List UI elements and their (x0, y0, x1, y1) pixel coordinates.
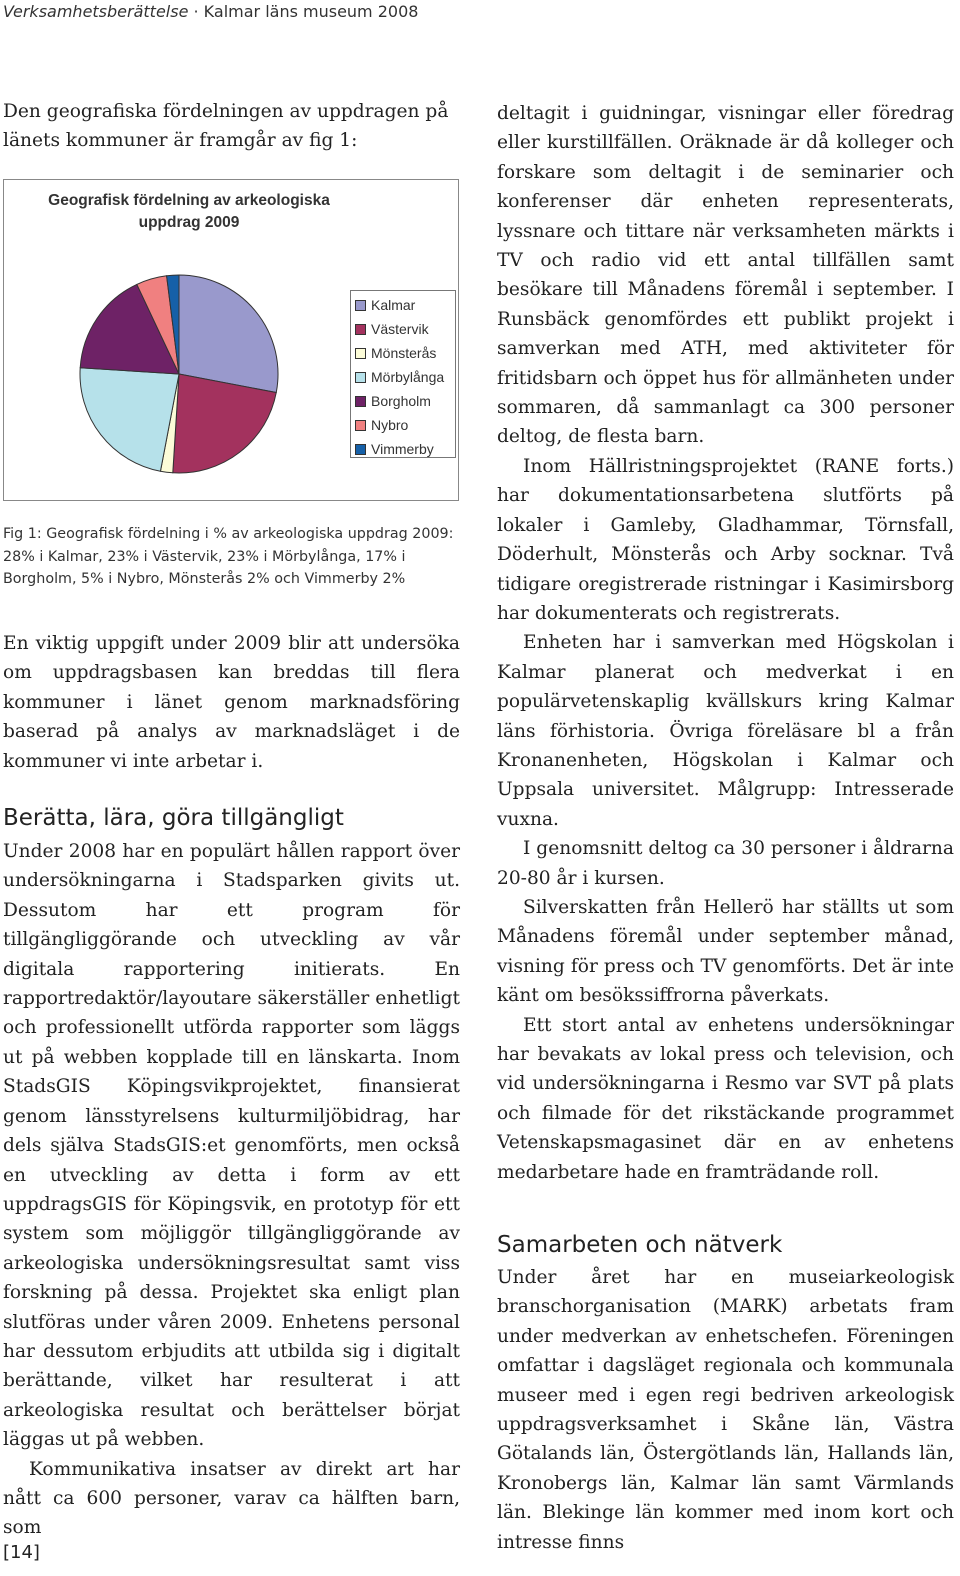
paragraph-course-attendance: I genomsnitt deltog ca 30 personer i åldrarna 20-80 år i kursen. (497, 838, 954, 889)
header-rest: · Kalmar läns museum 2008 (188, 2, 419, 21)
pie-chart-figure (3, 179, 459, 501)
legend-entry-kalmar (355, 293, 455, 317)
legend-label: Mörbylånga (371, 369, 445, 385)
header-italic: Verksamhetsberättelse (3, 2, 189, 21)
legend-entry-vimmerby (355, 437, 455, 461)
chart-title-line-2: uppdrag 2009 (138, 214, 240, 231)
running-header (3, 2, 418, 21)
paragraph-evening-course: Enheten har i samverkan med Högskolan i Kalmar planerat och medverkat i en populärvetenskaplig kvällskurs kring Kalmar läns förhistoria. Övriga föreläsare bl a från Kronanenheten, Högskolan i Kalmar och Uppsala universitet. Målgrupp: Intresserade vuxna. (497, 632, 954, 830)
legend-entry-mönsterås (355, 341, 455, 365)
paragraph-mark-organisation: Under året har en museiarkeologisk branschorganisation (MARK) arbetats fram under medverkan av enhetschefen. Föreningen omfattar i dagsläget regionala och kommunala museer med i egen regi bedriven arkeologisk uppdragsverksamhet i Skåne län, Västra Götalands län, Östergötlands län, Hallands län, Kronobergs län, Kalmar län samt Värmlands län. Blekinge län kommer med inom kort och intresse finns (497, 1267, 954, 1553)
legend-label: Västervik (371, 321, 429, 337)
chart-legend (350, 290, 456, 458)
section-heading-berätta: Berätta, lära, göra tillgängligt (3, 805, 344, 832)
legend-label: Borgholm (371, 393, 431, 409)
pie-chart (4, 180, 344, 502)
legend-label: Vimmerby (371, 441, 434, 457)
pie-slice-kalmar (179, 275, 278, 393)
figure-caption: Fig 1: Geografisk fördelning i % av arkeologiska uppdrag 2009: 28% i Kalmar, 23% i Västervik, 23% i Mörbylånga, 17% i Borgholm, 5% i Nybro, Mönsterås 2% och Vimmerby 2% (3, 526, 454, 587)
legend-label: Nybro (371, 417, 409, 433)
legend-swatch (355, 396, 366, 407)
legend-entry-nybro (355, 413, 455, 437)
paragraph-plans-2009: En viktig uppgift under 2009 blir att undersöka om uppdragsbasen kan breddas till flera kommuner i länet genom marknadsföring baserad på analys av marknadsläget i de kommuner vi inte arbetar i. (3, 633, 460, 772)
right-column (497, 99, 954, 1557)
left-column (3, 97, 463, 156)
paragraph-silver-hoard: Silverskatten från Hellerö har ställts ut som Månadens föremål under september månad, visning för press och TV genomförts. Det är inte känt om besökssiffrorna påverkats. (497, 896, 954, 1007)
paragraph-rock-carvings: Inom Hällristningsprojektet (RANE forts.) har dokumentationsarbetena slutförts på lokaler i Gamleby, Gladhammar, Törnsfall, Döderhult, Mönsterås och Arby socknar. Två tidigare oregistrerade ristningar i Kasimirsborg har dokumenterats och registrerats. (497, 455, 954, 624)
legend-label: Mönsterås (371, 345, 437, 361)
legend-swatch (355, 324, 366, 335)
left-body (3, 629, 460, 1543)
legend-label: Kalmar (371, 297, 416, 313)
legend-swatch (355, 372, 366, 383)
legend-swatch (355, 444, 366, 455)
figure-caption-block (3, 523, 459, 591)
paragraph-communication: Kommunikativa insatser av direkt art har nått ca 600 personer, varav ca hälften barn, som (3, 1458, 460, 1539)
chart-title-line-1: Geografisk fördelning av arkeologiska (48, 192, 330, 209)
section-heading-samarbeten: Samarbeten och nätverk (497, 1232, 783, 1259)
paragraph-guided-tours: deltagit i guidningar, visningar eller föredrag eller kurstillfällen. Oräknade är då kolleger och forskare som deltagit i de seminarier och konferenser där enheten representerats, lyssnare och tittare när verksamheten märkts i TV och radio vid ett antal tillfällen samt besökare till Månadens föremål i september. I Runsbäck genomfördes ett publikt projekt i samverkan med ATH, med aktiviteter för fritidsbarn och öppet hus för allmänheten under sommaren, då sammanlagt ca 300 personer deltog, de flesta barn. (497, 103, 954, 448)
legend-entry-västervik (355, 317, 455, 341)
intro-paragraph: Den geografiska fördelningen av uppdragen på länets kommuner är framgår av fig 1: (3, 101, 449, 152)
legend-swatch (355, 420, 366, 431)
paragraph-report-2008: Under 2008 har en populärt hållen rapport över undersökningarna i Stadsparken givits ut. Dessutom har ett program för tillgängliggörande och utveckling av vår digitala rapportering initierats. En rapportredaktör/layoutare säkerställer enhetligt och professionellt utförda rapporter som läggs ut på webben kopplade till en länskarta. Inom StadsGIS Köpingsvikprojektet, finansierat genom länsstyrelsens kulturmiljöbidrag, har dels själva StadsGIS:et genomförts, men också en utveckling av detta i form av ett uppdragsGIS för Köpingsvik, en prototyp för ett system som möjliggör tillgängliggörande av arkeologiska undersökningsresultat samt viss forskning på dessa. Projektet ska enligt plan slutföras under våren 2009. Enhetens personal har dessutom erbjudits att utbilda sig i digitalt berättande, vilket har resulterat i att arkeologiska resultat och berättelser börjat läggas ut på webben. (3, 841, 460, 1451)
page-number: [14] (3, 1542, 40, 1563)
legend-entry-mörbylånga (355, 365, 455, 389)
legend-swatch (355, 300, 366, 311)
legend-entry-borgholm (355, 389, 455, 413)
legend-swatch (355, 348, 366, 359)
paragraph-press-coverage: Ett stort antal av enhetens undersökningar har bevakats av lokal press och television, och vid undersökningarna i Resmo var SVT på plats och filmade för det rikstäckande programmet Vetenskapsmagasinet där en av enhetens medarbetare hade en framträdande roll. (497, 1014, 954, 1183)
